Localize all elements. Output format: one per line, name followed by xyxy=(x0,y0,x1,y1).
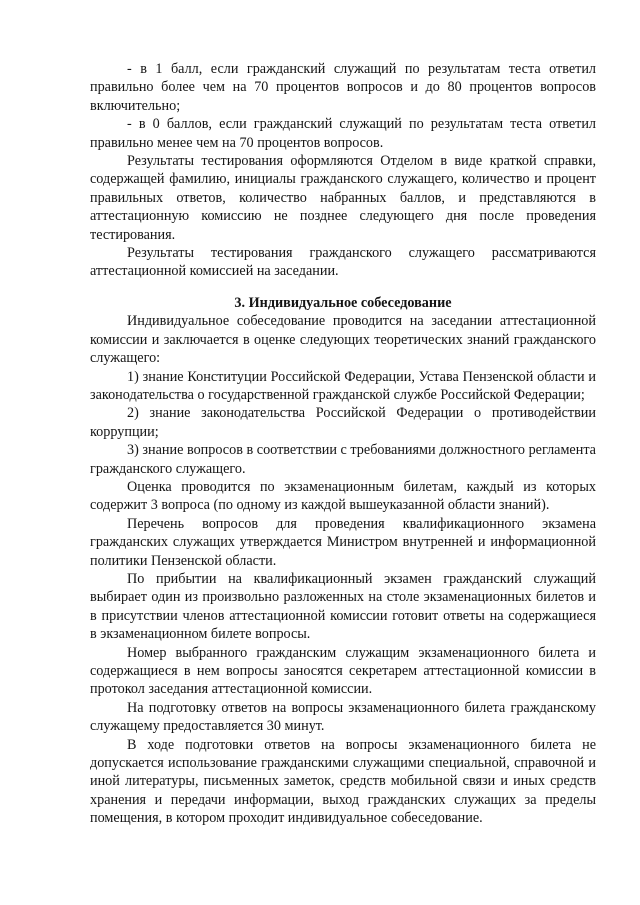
paragraph-results-review: Результаты тестирования гражданского служащего рассматриваются аттестационной комиссией на заседании. xyxy=(90,245,596,280)
paragraph-test-results: Результаты тестирования оформляются Отделом в виде краткой справки, содержащей фамилию, инициалы гражданского служащего, количество и процент правильных ответов, количество набранных баллов, и представляются в аттестационную комиссию не позднее следующего дня после проведения тестирования. xyxy=(90,153,596,243)
paragraph-exam-tickets: Оценка проводится по экзаменационным билетам, каждый из которых содержит 3 вопроса (по одному из каждой вышеуказанной области знаний). xyxy=(90,478,596,514)
list-item-constitution: 1) знание Конституции Российской Федерации, Устава Пензенской области и законодательства о государственной гражданской службе Российской Федерации; xyxy=(90,368,596,403)
paragraph-ticket-number: Номер выбранного гражданским служащим экзаменационного билета и содержащиеся в нем вопросы заносятся секретарем аттестационной комиссии в протокол заседания аттестационной комиссии. xyxy=(90,644,596,698)
list-item-anticorruption: 2) знание законодательства Российской Федерации о противодействии коррупции; xyxy=(90,405,596,440)
paragraph-interview-intro: Индивидуальное собеседование проводится на заседании аттестационной комиссии и заключается в оценке следующих теоретических знаний гражданского служащего: xyxy=(90,313,596,367)
section-heading: 3. Индивидуальное собеседование xyxy=(234,294,452,311)
paragraph-preparation-time: На подготовку ответов на вопросы экзаменационного билета гражданскому служащему предоставляется 30 минут. xyxy=(90,699,596,735)
paragraph-ticket-selection: По прибытии на квалификационный экзамен гражданский служащий выбирает один из произвольно разложенных на столе экзаменационных билетов и в присутствии членов аттестационной комиссии готовит ответы на содержащиеся в экзаменационном билете вопросы. xyxy=(90,570,596,643)
paragraph-score-1: - в 1 балл, если гражданский служащий по результатам теста ответил правильно более чем на 70 процентов вопросов и до 80 процентов вопросов включительно; xyxy=(90,61,596,114)
paragraph-question-list: Перечень вопросов для проведения квалификационного экзамена гражданских служащих утверждается Министром внутренней и информационной политики Пензенской области. xyxy=(90,515,596,569)
list-item-regulations: 3) знание вопросов в соответствии с требованиями должностного регламента гражданского служащего. xyxy=(90,442,596,477)
paragraph-restrictions: В ходе подготовки ответов на вопросы экзаменационного билета не допускается использование гражданскими служащими специальной, справочной и иной литературы, письменных заметок, средств мобильной связи и иных средств хранения и передачи информации, выход гражданских служащих за пределы помещения, в котором проходит индивидуальное собеседование. xyxy=(90,736,596,827)
paragraph-score-0: - в 0 баллов, если гражданский служащий по результатам теста ответил правильно менее чем на 70 процентов вопросов. xyxy=(90,116,596,151)
